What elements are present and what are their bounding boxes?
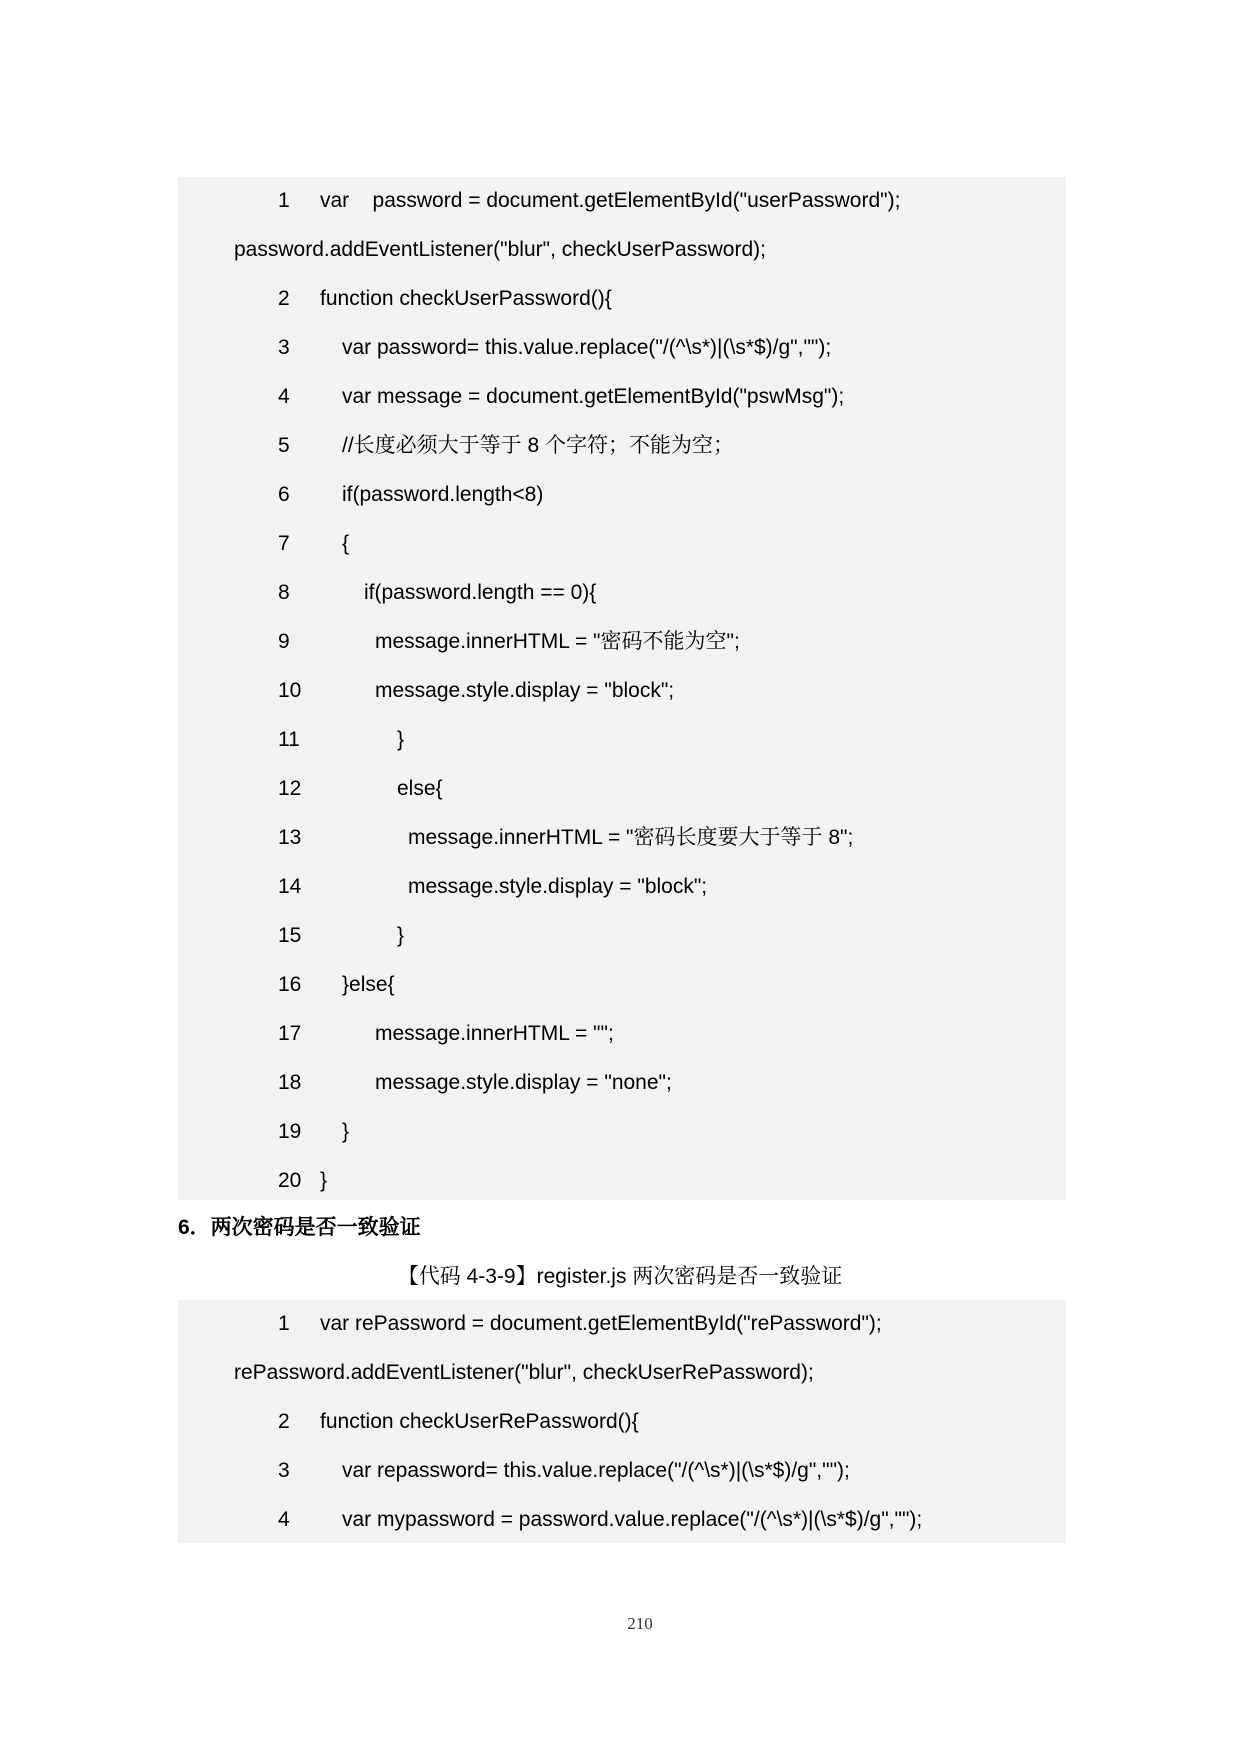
line-number: 16 xyxy=(278,973,302,996)
code-line xyxy=(178,1502,1066,1538)
code-text: message.style.display = "none"; xyxy=(375,1071,672,1094)
code-text: var password= this.value.replace("/(^\s*)|(\s*$)/g",""); xyxy=(342,336,832,359)
line-number: 17 xyxy=(278,1022,302,1045)
code-block-password-check xyxy=(178,177,1066,1200)
code-block-repassword-check xyxy=(178,1300,1066,1543)
code-comment: //长度必须大于等于 8 个字符；不能为空； xyxy=(342,434,735,457)
code-line xyxy=(178,379,1066,415)
code-line xyxy=(178,1065,1066,1101)
code-line xyxy=(178,575,1066,611)
line-number: 14 xyxy=(278,875,302,898)
line-number: 13 xyxy=(278,826,302,849)
page-number: 210 xyxy=(627,1614,653,1633)
code-line-continuation xyxy=(178,232,1066,268)
code-text: message.style.display = "block"; xyxy=(375,679,675,702)
code-line xyxy=(178,428,1066,464)
code-line xyxy=(178,1404,1066,1440)
code-line xyxy=(178,624,1066,660)
code-line xyxy=(178,1016,1066,1052)
line-number: 15 xyxy=(278,924,302,947)
line-number: 1 xyxy=(278,189,290,212)
code-line xyxy=(178,771,1066,807)
code-text: var message = document.getElementById("pswMsg"); xyxy=(342,385,845,408)
code-line xyxy=(178,1114,1066,1150)
line-number: 2 xyxy=(278,1410,290,1433)
code-text: if(password.length == 0){ xyxy=(364,581,597,604)
code-line xyxy=(178,722,1066,758)
code-line xyxy=(178,869,1066,905)
line-number: 8 xyxy=(278,581,290,604)
code-caption: 【代码 4-3-9】register.js 两次密码是否一致验证 xyxy=(397,1265,843,1288)
code-text: var password = document.getElementById("userPassword"); xyxy=(320,189,901,212)
code-text: var repassword= this.value.replace("/(^\s*)|(\s*$)/g",""); xyxy=(342,1459,850,1482)
code-line xyxy=(178,820,1066,856)
code-text: message.style.display = "block"; xyxy=(408,875,708,898)
code-line-continuation xyxy=(178,1355,1066,1391)
code-text: } xyxy=(320,1169,328,1192)
code-line xyxy=(178,1306,1066,1342)
code-text: if(password.length<8) xyxy=(342,483,544,506)
code-line xyxy=(178,330,1066,366)
code-text: } xyxy=(342,1120,350,1143)
line-number: 10 xyxy=(278,679,302,702)
line-number: 5 xyxy=(278,434,290,457)
line-number: 18 xyxy=(278,1071,302,1094)
code-text: } xyxy=(397,924,405,947)
line-number: 2 xyxy=(278,287,290,310)
code-line xyxy=(178,183,1066,219)
line-number: 7 xyxy=(278,532,290,555)
line-number: 3 xyxy=(278,336,290,359)
code-line xyxy=(178,526,1066,562)
code-line xyxy=(178,477,1066,513)
line-number: 4 xyxy=(278,385,290,408)
section-heading: 6．两次密码是否一致验证 xyxy=(178,1216,421,1239)
line-number: 9 xyxy=(278,630,290,653)
code-text: message.innerHTML = ""; xyxy=(375,1022,614,1045)
line-number: 20 xyxy=(278,1169,302,1192)
code-line xyxy=(178,1453,1066,1489)
line-number: 3 xyxy=(278,1459,290,1482)
code-text: var mypassword = password.value.replace("/(^\s*)|(\s*$)/g",""); xyxy=(342,1508,923,1531)
code-text: message.innerHTML = "密码长度要大于等于 8"; xyxy=(408,826,854,849)
line-number: 1 xyxy=(278,1312,290,1335)
code-line xyxy=(178,1163,1066,1199)
code-text: password.addEventListener("blur", checkUserPassword); xyxy=(234,238,766,261)
code-text: } xyxy=(397,728,405,751)
code-text: else{ xyxy=(397,777,443,800)
line-number: 6 xyxy=(278,483,290,506)
code-text: }else{ xyxy=(342,973,395,996)
code-line xyxy=(178,967,1066,1003)
code-text: { xyxy=(342,532,350,555)
line-number: 11 xyxy=(278,728,300,751)
code-text: function checkUserPassword(){ xyxy=(320,287,612,310)
line-number: 19 xyxy=(278,1120,302,1143)
line-number: 4 xyxy=(278,1508,290,1531)
code-text: var rePassword = document.getElementById("rePassword"); xyxy=(320,1312,882,1335)
code-line xyxy=(178,918,1066,954)
code-text: rePassword.addEventListener("blur", checkUserRePassword); xyxy=(234,1361,814,1384)
code-text: message.innerHTML = "密码不能为空"; xyxy=(375,630,740,653)
code-line xyxy=(178,281,1066,317)
code-text: function checkUserRePassword(){ xyxy=(320,1410,639,1433)
line-number: 12 xyxy=(278,777,302,800)
code-line xyxy=(178,673,1066,709)
